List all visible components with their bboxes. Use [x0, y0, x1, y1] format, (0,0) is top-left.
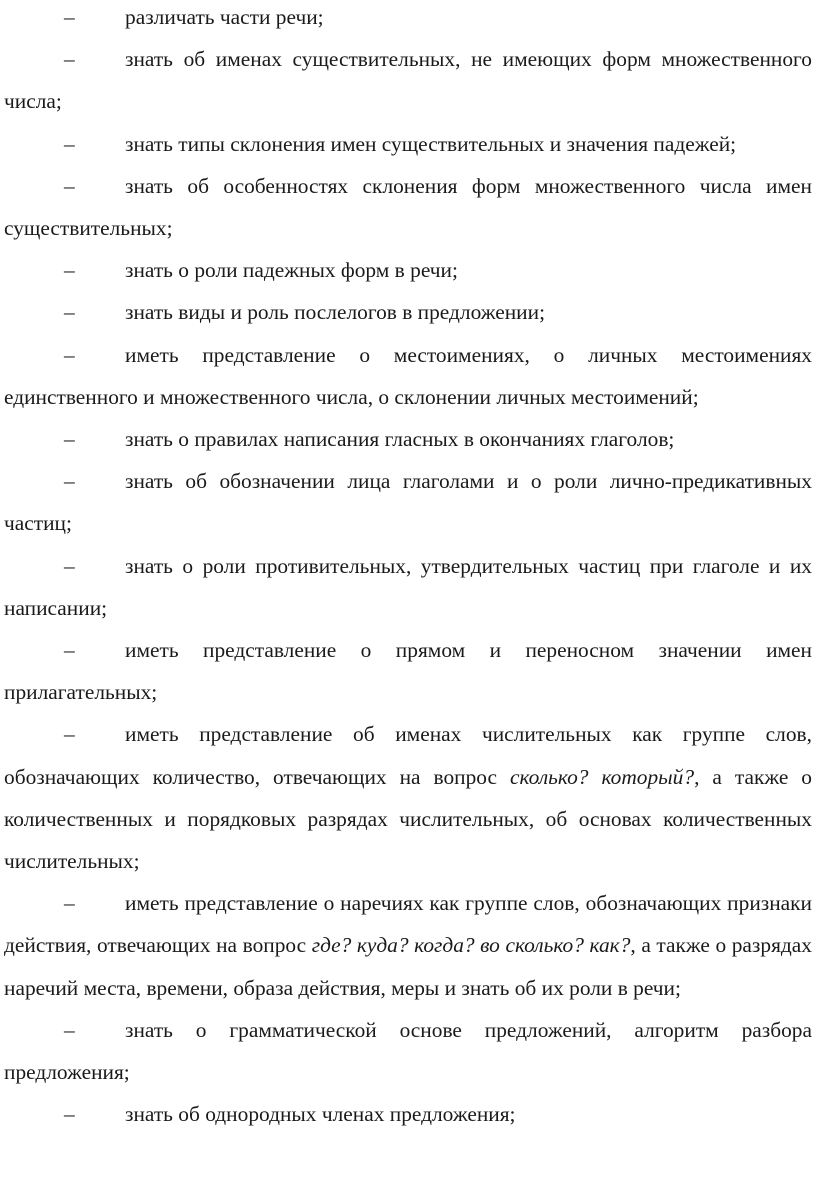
list-item-text: знать о грамматической основе предложений, алгоритм разбора предложения;	[4, 1017, 812, 1085]
dash-bullet: –	[64, 300, 75, 325]
list-item-text: различать части речи;	[125, 5, 324, 29]
list-item	[4, 0, 812, 38]
dash-bullet: –	[64, 891, 75, 916]
dash-bullet: –	[64, 342, 75, 367]
dash-bullet: –	[64, 173, 75, 198]
dash-bullet: –	[64, 427, 75, 452]
dash-bullet: –	[64, 47, 75, 72]
list-item-question: сколько? который?	[509, 764, 695, 789]
list-item-text: иметь представление о прямом и переносном значении имен прилагательных;	[4, 638, 812, 705]
dash-bullet: –	[64, 722, 75, 747]
list-item	[4, 418, 812, 460]
dash-bullet: –	[64, 258, 75, 283]
list-item-text: знать о правилах написания гласных в окончаниях глаголов;	[125, 427, 675, 452]
dash-bullet: –	[64, 553, 75, 578]
list-item-text: иметь представление о местоимениях, о личных местоимениях единственного и множественного числа, о склонении личных местоимений;	[4, 342, 812, 409]
list-item-text: знать виды и роль послелогов в предложении;	[125, 300, 546, 325]
list-item	[4, 629, 812, 713]
dash-bullet: –	[64, 638, 75, 663]
list-item	[4, 249, 812, 291]
list-item-text: знать об именах существительных, не имеющих форм множественного числа;	[4, 47, 812, 114]
list-item	[4, 334, 812, 418]
list-item-text-continued: , а также о количественных и порядковых разрядах числительных, об основах количественных числительных;	[4, 764, 812, 874]
dash-bullet: –	[64, 469, 75, 494]
document-page	[4, 0, 812, 1135]
list-item-text: знать о роли противительных, утвердительных частиц при глаголе и их написании;	[4, 553, 812, 620]
list-item	[4, 38, 812, 122]
list-item-question: где? куда? когда? во сколько? как?	[311, 933, 631, 958]
list-item	[4, 713, 812, 882]
list-item-text-continued: , а также о разрядах наречий места, времени, образа действия, меры и знать об их роли в речи;	[4, 933, 812, 1000]
dash-bullet: –	[64, 1017, 75, 1042]
list-item	[4, 460, 812, 544]
list-item-text: иметь представление о наречиях как группе слов, обозначающих признаки действия, отвечающих на вопрос	[4, 891, 812, 958]
list-item-text: знать об особенностях склонения форм множественного числа имен существительных;	[4, 173, 812, 241]
list-item	[4, 1093, 812, 1135]
list-item-text: иметь представление об именах числительных как группе слов, обозначающих количество, отвечающих на вопрос	[4, 722, 812, 789]
dash-bullet: –	[64, 5, 75, 29]
list-item	[4, 545, 812, 629]
list-item-text: знать типы склонения имен существительных и значения падежей;	[125, 131, 737, 156]
dash-bullet: –	[64, 1102, 75, 1127]
list-item-text: знать об обозначении лица глаголами и о роли лично-предикативных частиц;	[4, 469, 812, 536]
list-item-text: знать о роли падежных форм в речи;	[125, 258, 458, 283]
dash-bullet: –	[64, 131, 75, 156]
list-item	[4, 123, 812, 165]
list-item-text: знать об однородных членах предложения;	[125, 1102, 516, 1127]
list-item	[4, 165, 812, 249]
list-item	[4, 291, 812, 333]
list-item	[4, 882, 812, 1009]
list-item	[4, 1009, 812, 1093]
